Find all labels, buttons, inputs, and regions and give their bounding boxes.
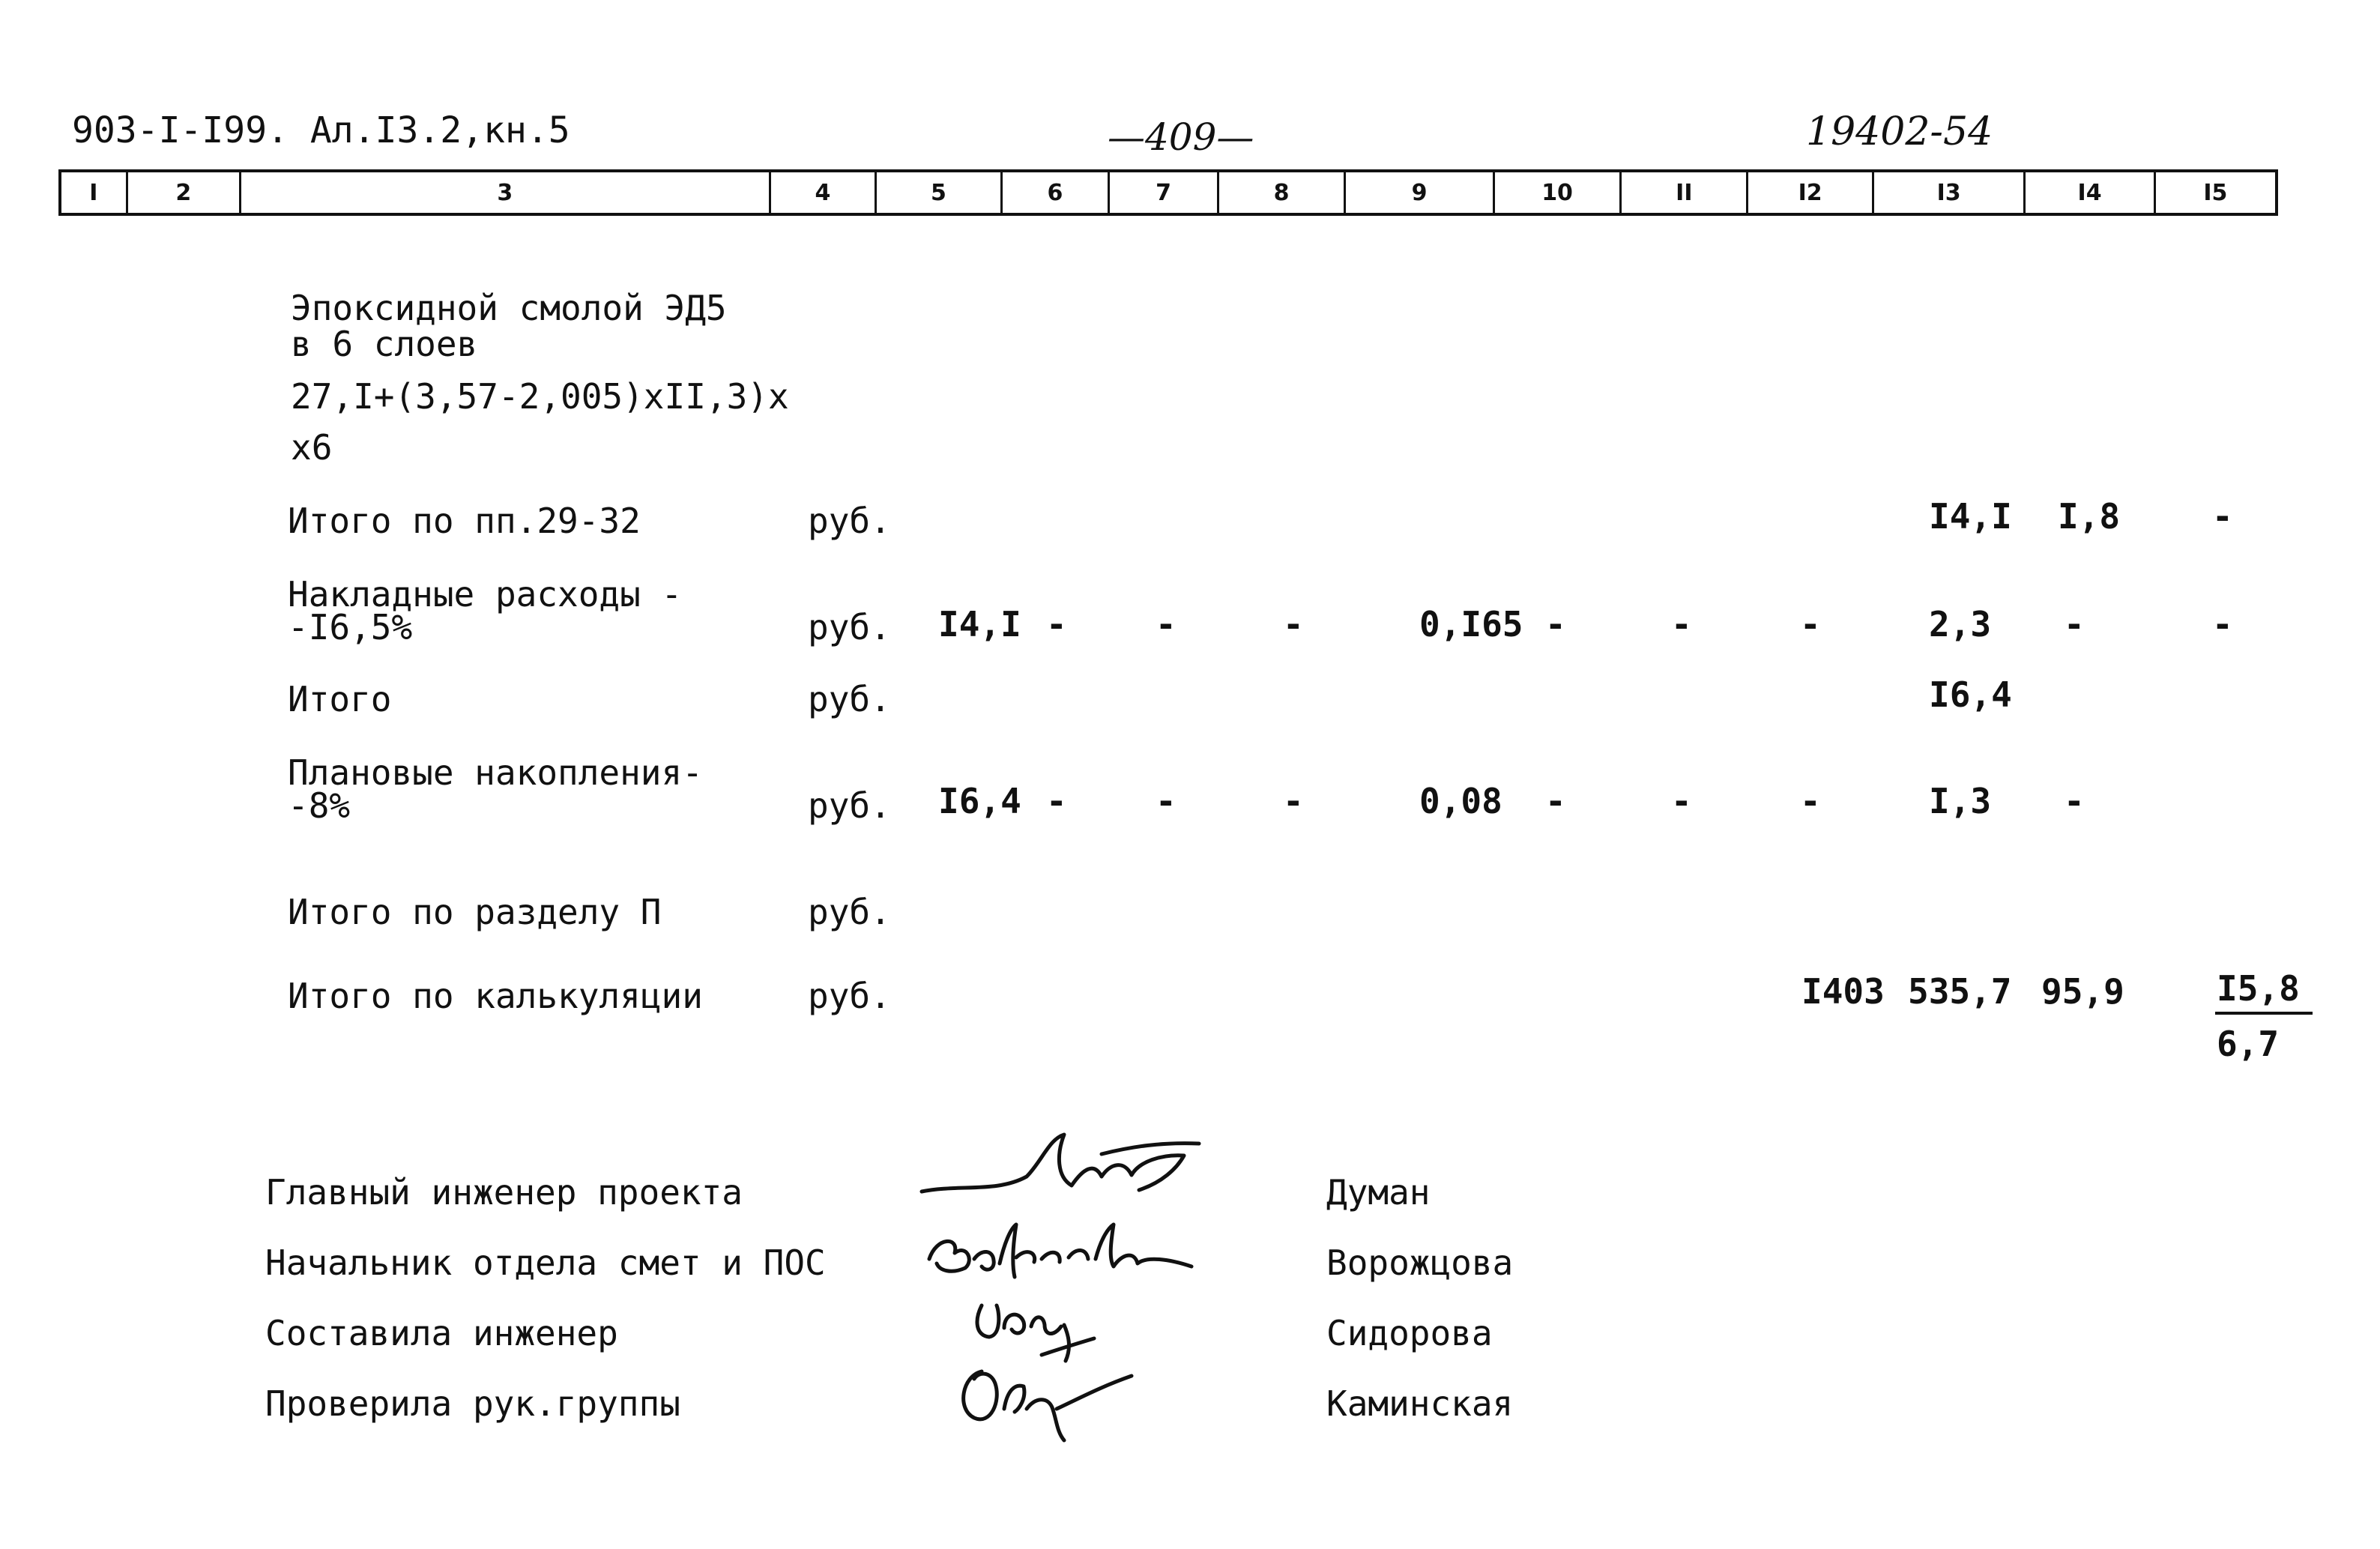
signature-role-head-of-estimates: Начальник отдела смет и ПОС [265,1242,826,1283]
row-planned-savings-col13: I,3 [1929,781,1992,821]
row-grand-total-col12: I403 [1801,971,1885,1012]
row-overhead-col12: - [1800,604,1821,644]
column-header-9: 9 [1346,172,1495,213]
item-description: Эпоксидной смолой ЭД5 [291,288,727,328]
row-total-items-col15: - [2212,496,2233,537]
column-header-13: I3 [1874,172,2026,213]
signature-role-reviewer: Проверила рук.группы [265,1383,680,1424]
row-planned-savings-label: Плановые накопления- [288,752,703,793]
row-section-total-label: Итого по разделу П [288,892,662,932]
row-total-items-col13: I4,I [1929,496,2012,537]
signature-name-chief-engineer: Думан [1326,1172,1431,1213]
row-overhead-label: Накладные расходы - [288,574,683,615]
signature-role-compiler: Составила инженер [265,1313,618,1353]
row-overhead-label-cont: -I6,5% [288,607,413,647]
row-grand-total-label: Итого по калькуляции [288,976,703,1016]
column-header-4: 4 [771,172,878,213]
row-overhead-col13: 2,3 [1929,604,1992,644]
row-grand-total-col13: 535,7 [1908,971,2012,1012]
row-total-items-unit: руб. [808,501,891,541]
row-grand-total-col15-denominator: 6,7 [2217,1024,2280,1064]
row-overhead-col11: - [1671,604,1692,644]
handwritten-signature-1 [914,1124,1214,1207]
row-grand-total-unit: руб. [808,976,891,1016]
column-header-1: I [61,172,128,213]
column-header-7: 7 [1110,172,1219,213]
row-overhead-col5: I4,I [938,604,1021,644]
column-header-15: I5 [2203,179,2228,206]
column-header-8: 8 [1219,172,1346,213]
column-header-2: 2 [128,172,242,213]
item-description-cont: в 6 слоев [291,324,478,364]
row-planned-savings-col7: - [1156,781,1177,821]
row-grand-total-col14: 95,9 [2041,971,2124,1012]
row-planned-savings-col11: - [1671,781,1692,821]
row-planned-savings-col5: I6,4 [938,781,1021,821]
row-planned-savings-col9: 0,08 [1419,781,1502,821]
column-header-3: 3 [241,172,770,213]
row-planned-savings-col10: - [1545,781,1566,821]
column-header-14: I4 [2026,172,2155,213]
archive-code: 19402-54 [1806,109,1993,154]
signature-name-head-of-estimates: Ворожцова [1326,1242,1514,1283]
row-overhead-col7: - [1156,604,1177,644]
column-header-12: I2 [1748,172,1873,213]
signature-name-reviewer: Каминская [1326,1383,1514,1424]
row-planned-savings-label-cont: -8% [288,785,351,826]
row-planned-savings-col8: - [1283,781,1304,821]
row-subtotal-unit: руб. [808,679,891,719]
page-number: —409— [1108,115,1254,159]
signature-role-chief-engineer: Главный инженер проекта [265,1172,743,1213]
quantity-formula: 27,I+(3,57-2,005)xII,3)x [291,376,789,417]
row-overhead-col15: - [2212,604,2233,644]
row-overhead-col8: - [1283,604,1304,644]
row-total-items-col14: I,8 [2058,496,2121,537]
row-overhead-unit: руб. [808,607,891,647]
column-header-10: 10 [1495,172,1622,213]
column-header-5: 5 [877,172,1002,213]
row-overhead-col10: - [1545,604,1566,644]
handwritten-signature-3 [967,1283,1117,1365]
row-overhead-col9: 0,I65 [1419,604,1523,644]
row-grand-total-col15-numerator: I5,8 [2217,968,2300,1009]
row-overhead-col6: - [1046,604,1067,644]
row-total-items-label: Итого по пп.29-32 [288,501,641,541]
handwritten-signature-4 [952,1356,1147,1446]
column-header-11: II [1622,172,1748,213]
row-overhead-col14: - [2064,604,2085,644]
row-section-total-unit: руб. [808,892,891,932]
column-number-strip [58,169,2278,216]
column-header-6: 6 [1003,172,1111,213]
quantity-formula-cont: x6 [291,427,333,468]
handwritten-signature-2 [922,1214,1221,1281]
document-code: 903-I-I99. Ал.I3.2,кн.5 [72,109,570,151]
row-planned-savings-unit: руб. [808,785,891,826]
row-planned-savings-col14: - [2064,781,2085,821]
signature-name-compiler: Сидорова [1326,1313,1493,1353]
row-subtotal-col13: I6,4 [1929,674,2012,715]
row-planned-savings-col12: - [1800,781,1821,821]
row-planned-savings-col6: - [1046,781,1067,821]
fraction-bar [2215,1012,2313,1015]
row-subtotal-label: Итого [288,679,392,719]
